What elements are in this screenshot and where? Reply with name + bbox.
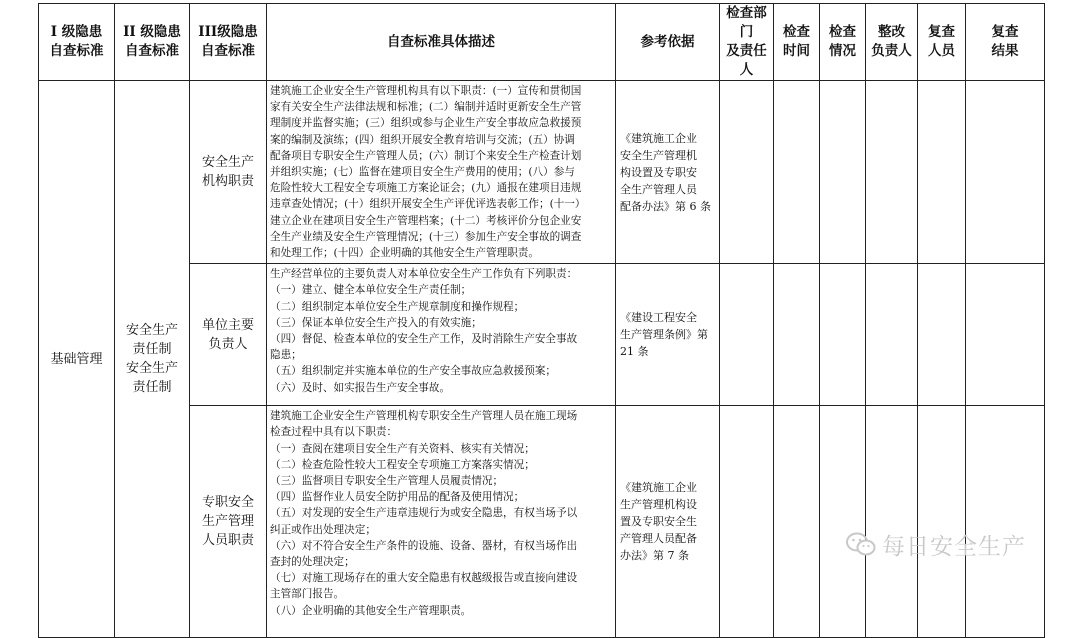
time-cell[interactable] bbox=[774, 406, 820, 638]
header-reviewer: 复查 人员 bbox=[918, 4, 966, 81]
result-cell[interactable] bbox=[966, 406, 1045, 638]
reviewer-cell[interactable] bbox=[918, 81, 966, 264]
header-time: 检查 时间 bbox=[774, 4, 820, 81]
header-rectify: 整改 负责人 bbox=[866, 4, 918, 81]
situation-cell[interactable] bbox=[820, 406, 866, 638]
basis-cell: 《建筑施工企业 安全生产管理机 构设置及专职安 全生产管理人员 配备办法》第 6 条 bbox=[616, 81, 720, 264]
rectify-cell[interactable] bbox=[866, 264, 918, 406]
header-level1: I 级隐患 自查标准 bbox=[39, 4, 115, 81]
description-cell: 建筑施工企业安全生产管理机构专职安全生产管理人员在施工现场 检查过程中具有以下职责： （一）查阅在建项目安全生产有关资料、核实有关情况； （二）检查危险性较大工程安全专项施工方案落实情况； （三）监督项目专职安全生产管理人员履责情况； （四）监督作业人员安全防护用品的配备及使用情况； （五）对发现的安全生产违章违规行为或安全隐患，有权当场予以 纠正或作出处理决定； （六）对不符合安全生产条件的设施、设备、器材，有权当场作出 查封的处理决定； （七）对施工现场存在的重大安全隐患有权越级报告或直接向建设 主管部门报告。 （八）企业明确的其他安全生产管理职责。 bbox=[267, 406, 616, 638]
result-cell[interactable] bbox=[966, 81, 1045, 264]
situation-cell[interactable] bbox=[820, 81, 866, 264]
description-cell: 建筑施工企业安全生产管理机构具有以下职责：(一）宣传和贯彻国 家有关安全生产法律法规和标准；(二）编制并适时更新安全生产管 理制度并监督实施；(三）组织或参与企业生产安全事故应急救援预 案的编制及演练；(四）组织开展安全教育培训与交流；(五）协调 配备项目专职安全生产管理人员；(六）制订个来安全生产检查计划 并组织实施；(七）监督在建项目安全生产费用的使用；(八）参与 危险性较大工程安全专项施工方案论证会；(九）通报在建项目违规 违章查处情况；(十）组织开展安全生产评优评选表彰工作；(十一） 建立企业在建项目安全生产管理档案；(十二）考核评价分包企业安 全生产业绩及安全生产管理情况；(十三）参加生产安全事故的调查 和处理工作；(十四）企业明确的其他安全生产管理职责。 bbox=[267, 81, 616, 264]
level2-cell: 安全生产 责任制 安全生产 责任制 bbox=[115, 81, 190, 638]
time-cell[interactable] bbox=[774, 81, 820, 264]
dept-cell[interactable] bbox=[720, 406, 774, 638]
basis-cell: 《建筑施工企业 生产管理机构设 置及专职安全生 产管理人员配备 办法》第 7 条 bbox=[616, 406, 720, 638]
header-basis: 参考依据 bbox=[616, 4, 720, 81]
table-row bbox=[39, 406, 1045, 638]
header-result: 复查 结果 bbox=[966, 4, 1045, 81]
header-dept: 检查部门 及责任人 bbox=[720, 4, 774, 81]
time-cell[interactable] bbox=[774, 264, 820, 406]
table-row bbox=[39, 81, 1045, 264]
reviewer-cell[interactable] bbox=[918, 406, 966, 638]
level1-cell: 基础管理 bbox=[39, 81, 115, 638]
header-description: 自查标准具体描述 bbox=[267, 4, 616, 81]
header-level2: II 级隐患 自查标准 bbox=[115, 4, 190, 81]
level3-cell: 专职安全 生产管理 人员职责 bbox=[190, 406, 267, 638]
level3-cell: 单位主要 负责人 bbox=[190, 264, 267, 406]
rectify-cell[interactable] bbox=[866, 81, 918, 264]
watermark-text: 每日安全生产 bbox=[882, 534, 1026, 560]
wechat-icon bbox=[846, 532, 876, 558]
basis-cell: 《建设工程安全 生产管理条例》第 21 条 bbox=[616, 264, 720, 406]
dept-cell[interactable] bbox=[720, 81, 774, 264]
header-row bbox=[39, 4, 1045, 81]
reviewer-cell[interactable] bbox=[918, 264, 966, 406]
dept-cell[interactable] bbox=[720, 264, 774, 406]
header-situation: 检查 情况 bbox=[820, 4, 866, 81]
header-level3: III级隐患 自查标准 bbox=[190, 4, 267, 81]
result-cell[interactable] bbox=[966, 264, 1045, 406]
level3-cell: 安全生产 机构职责 bbox=[190, 81, 267, 264]
description-cell: 生产经营单位的主要负责人对本单位安全生产工作负有下列职责： （一）建立、健全本单位安全生产责任制； （二）组织制定本单位安全生产规章制度和操作规程； （三）保证本单位安全生产投入的有效实施； （四）督促、检查本单位的安全生产工作，及时消除生产安全事故 隐患； （五）组织制定并实施本单位的生产安全事故应急救援预案； （六）及时、如实报告生产安全事故。 bbox=[267, 264, 616, 406]
watermark bbox=[846, 528, 1026, 561]
table-row bbox=[39, 264, 1045, 406]
rectify-cell[interactable] bbox=[866, 406, 918, 638]
situation-cell[interactable] bbox=[820, 264, 866, 406]
